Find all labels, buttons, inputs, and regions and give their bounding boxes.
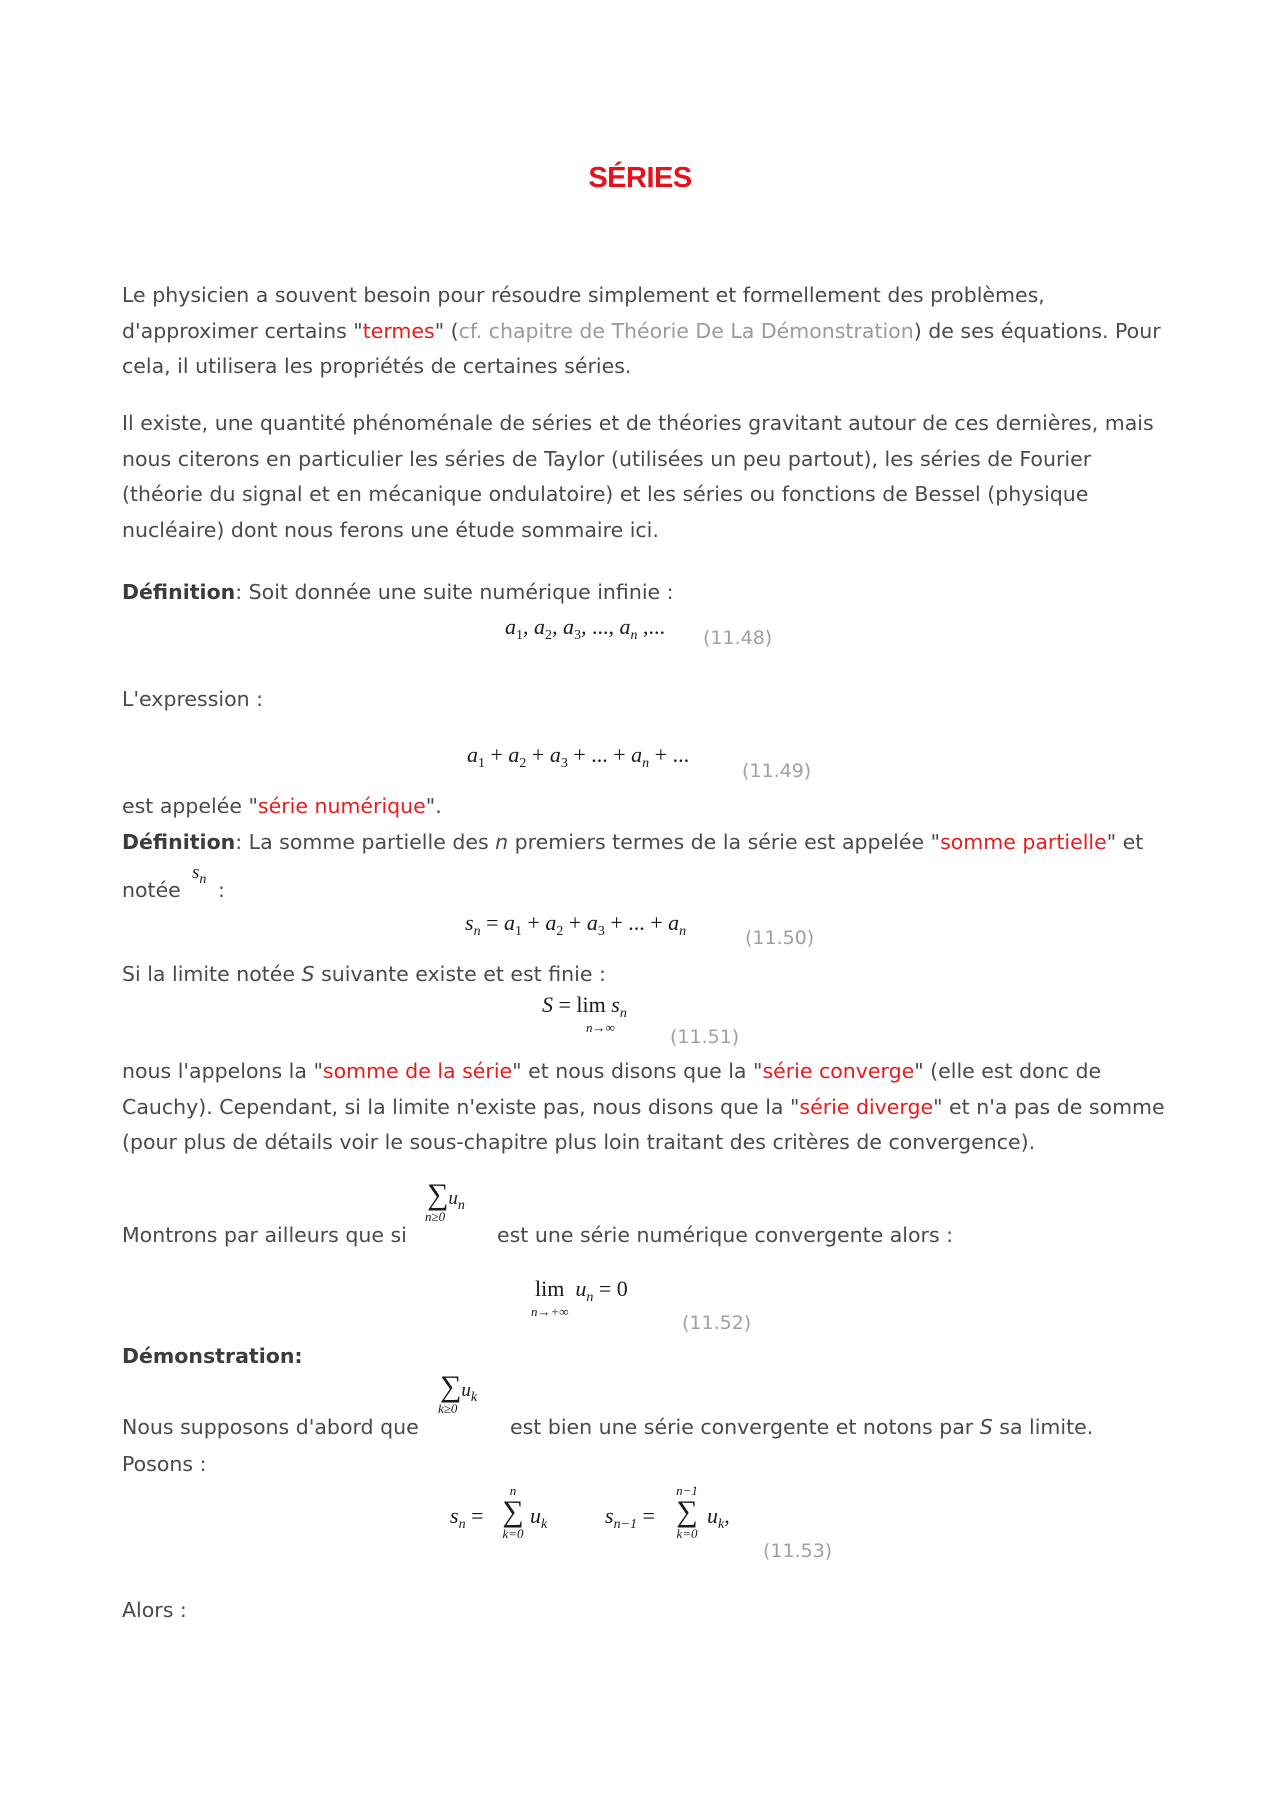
intro-text: " ( [434,318,459,343]
paragraph-text: " et nous disons que la " [512,1059,763,1083]
variable-s: S [301,962,315,986]
intro-text: Le physicien a souvent besoin pour résoudre simplement et formellement des problèmes, d'approximer certains " [122,283,1045,343]
intro-paragraph-2: Il existe, une quantité phénoménale de séries et de théories gravitant autour de ces dernières, mais nous citerons en particulier les séries de Taylor (utilisées un peu partout), les séries de Fourier (théorie du signal et en mécanique ondulatoire) et les séries ou fonctions de Bessel (physique nucléaire) dont nous ferons une étude sommaire ici. [122,411,1154,542]
inline-symbol-sn: $s_n$ [192,862,207,887]
equation-11-51: $S = \lim s_n$ [542,992,627,1021]
sum-sign: n ∑ k=0 [502,1483,524,1541]
intro-paragraph-1 [122,278,1162,385]
variable-s: S [979,1415,993,1439]
term-serie-diverge: série diverge [799,1094,934,1119]
term-somme-de-la-serie: somme de la série [322,1059,513,1083]
serie-numerique-sentence [122,794,442,818]
equation-11-48: $a_1$, $a_2$, $a_3$, ..., $a_n$ ,... [505,614,665,643]
term-somme-partielle: somme partielle [940,830,1107,854]
intro-text: ) de ses équations. Pour cela, il utilisera les propriétés de certaines séries. [122,318,1161,378]
demonstration-label [122,1344,303,1368]
limit-sentence [122,962,606,986]
demo-text-a: Nous supposons d'abord que [122,1415,419,1439]
definition-1 [122,580,674,604]
montrons-text-b: est une série numérique convergente alors : [497,1223,954,1247]
montrons-text-a: Montrons par ailleurs que si [122,1223,407,1247]
limit-subscript: n→∞ [586,1020,615,1035]
paragraph-text: nous l'appelons la " [122,1059,323,1083]
sentence-text: sa limite. [992,1415,1094,1439]
sentence-text: est appelée " [122,794,258,818]
sentence-text: Si la limite notée [122,962,302,986]
definition-text: : Soit donnée une suite numérique infinie : [235,580,674,604]
paragraph-text: " et n'a pas de somme (pour plus de détails voir le sous-chapitre plus loin traitant des critères de convergence). [122,1094,1165,1154]
page-title: SÉRIES [588,162,692,194]
inline-sum-un: $\sum u_n$ $^{n\ge 0}$ [425,1178,465,1224]
alors-label: Alors : [122,1598,187,1622]
definition-text: " et [1106,830,1144,854]
equation-number: (11.50) [745,927,815,949]
demonstration-heading: Démonstration: [122,1344,303,1368]
term-serie-numerique: série numérique [257,794,426,818]
variable-n: n [495,830,509,854]
definition-text: premiers termes de la série est appelée " [508,830,941,854]
sentence-text: est bien une série convergente et notons par [510,1415,980,1439]
sum-sign: n−1 ∑ k=0 [676,1483,698,1541]
equation-number: (11.48) [703,627,773,649]
equation-11-49: $a_1 + a_2 + a_3$ + ... + $a_n$ + ... [467,742,690,771]
equation-number: (11.51) [670,1026,740,1048]
equation-number: (11.52) [682,1312,752,1334]
definition-2 [122,830,1143,854]
equation-11-53-left: $s_n$ = [450,1503,484,1532]
posons-label: Posons : [122,1452,207,1476]
sum-term-uk: $u_k$, [707,1503,730,1532]
definition-label: Définition [122,580,236,604]
paragraph-text: " (elle est donc de Cauchy). Cependant, si la limite n'existe pas, nous disons que la " [122,1059,1102,1119]
sentence-text: ". [425,794,442,818]
convergence-paragraph [122,1054,1167,1161]
equation-number: (11.53) [763,1540,833,1562]
equation-11-53-right: $s_{n-1}$ = [605,1503,655,1532]
definition-text: : La somme partielle des [235,830,496,854]
term-serie-converge: série converge [762,1059,915,1083]
limit-subscript: n→+∞ [531,1304,569,1319]
equation-number: (11.49) [742,760,812,782]
expression-label: L'expression : [122,687,264,711]
demo-text-b [510,1415,1093,1439]
definition-label: Définition [122,830,236,854]
notee-colon: : [218,878,225,902]
notee-label: notée [122,878,181,902]
equation-11-50: $s_n = a_1 + a_2 + a_3$ + ... + $a_n$ [465,910,687,939]
equation-11-52: $\lim u_n = 0$ [535,1276,628,1305]
term-termes: termes [362,318,435,343]
sentence-text: suivante existe et est finie : [314,962,606,986]
chapter-reference-link[interactable]: cf. chapitre de Théorie De La Démonstration [458,318,914,343]
sum-term-uk: $u_k$ [530,1503,548,1532]
inline-sum-uk: $\sum u_k$ $^{k\ge 0}$ [438,1370,478,1416]
